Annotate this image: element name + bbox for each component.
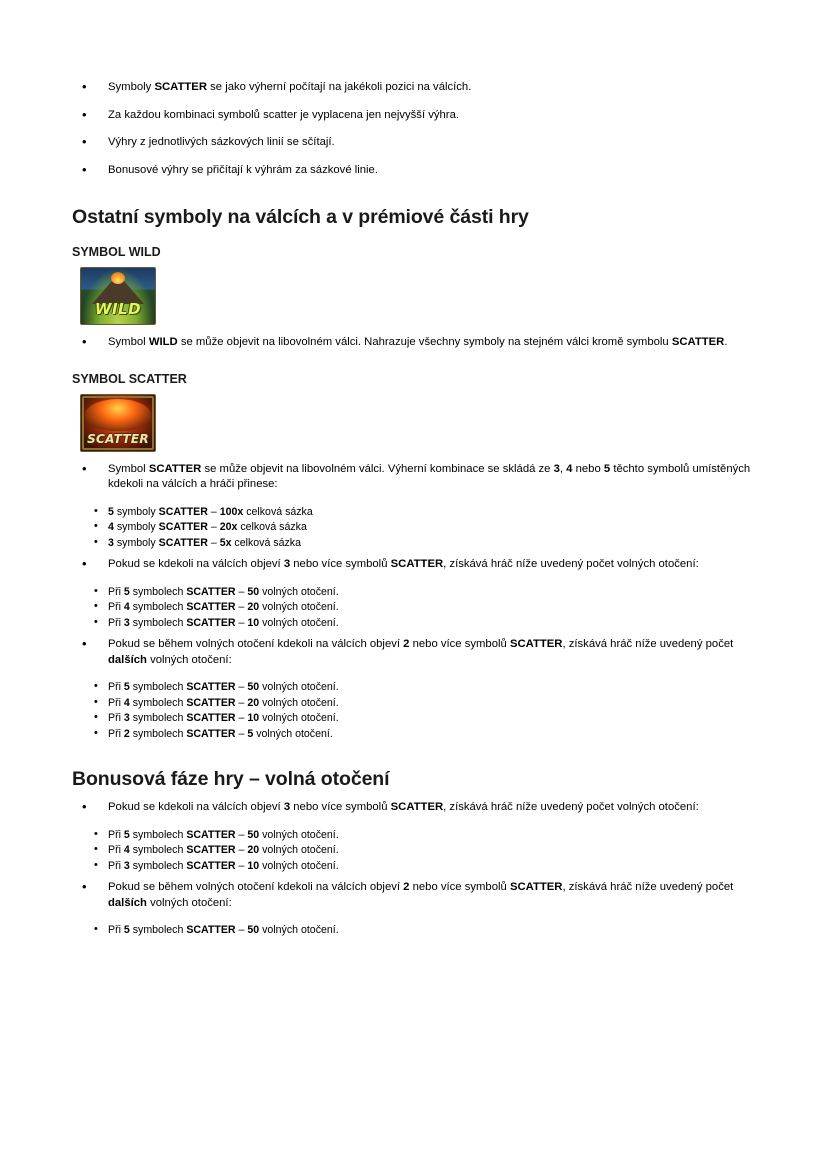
list-item: • Symbol WILD se může objevit na libovolném válci. Nahrazuje všechny symboly na stejném válci kromě symbolu SCATTER. xyxy=(72,335,762,351)
list-item: • Symbol SCATTER se může objevit na libovolném válci. Výherní kombinace se skládá ze 3, 4 nebo 5 těchto symbolů umístěných kdekoli na válcích a hráči přinese: xyxy=(72,462,762,493)
scatter-lead-list xyxy=(72,462,762,493)
page-title-bonus-phase: Bonusová fáze hry – volná otočení xyxy=(72,768,390,790)
list-item: • Při 4 symbolech SCATTER – 20 volných otočení. xyxy=(72,696,762,711)
list-item: • Za každou kombinaci symbolů scatter je vyplacena jen nejvyšší výhra. xyxy=(72,108,762,124)
scatter-free-spins-list xyxy=(72,585,762,631)
list-item: • Bonusové výhry se přičítají k výhrám za sázkové linie. xyxy=(72,163,762,179)
list-item: • Symboly SCATTER se jako výherní počítají na jakékoli pozici na válcích. xyxy=(72,80,762,96)
list-item: • Při 5 symbolech SCATTER – 50 volných otočení. xyxy=(72,585,762,600)
list-item: • Při 2 symbolech SCATTER – 5 volných otočení. xyxy=(72,727,762,742)
bonus-extra-spins-lead-list xyxy=(72,880,762,911)
list-item: • Při 4 symbolech SCATTER – 20 volných otočení. xyxy=(72,843,762,858)
list-item: • Při 3 symbolech SCATTER – 10 volných otočení. xyxy=(72,711,762,726)
list-item: • Při 4 symbolech SCATTER – 20 volných otočení. xyxy=(72,600,762,615)
list-item: • Pokud se kdekoli na válcích objeví 3 nebo více symbolů SCATTER, získává hráč níže uvedený počet volných otočení: xyxy=(72,800,762,816)
page-title-other-symbols: Ostatní symboly na válcích a v prémiové části hry xyxy=(72,206,529,228)
scatter-extra-spins-lead-list xyxy=(72,637,762,668)
scatter-free-spins-lead-list xyxy=(72,557,762,573)
list-item: • Pokud se během volných otočení kdekoli na válcích objeví 2 nebo více symbolů SCATTER, získává hráč níže uvedený počet dalších volných otočení: xyxy=(72,637,762,668)
list-item: • 5 symboly SCATTER – 100x celková sázka xyxy=(72,505,762,520)
list-item: • Při 5 symbolech SCATTER – 50 volných otočení. xyxy=(72,828,762,843)
lava-icon xyxy=(111,272,125,284)
subheading-symbol-scatter: SYMBOL SCATTER xyxy=(72,371,187,386)
list-item: • Při 3 symbolech SCATTER – 10 volných otočení. xyxy=(72,616,762,631)
list-item: • Při 5 symbolech SCATTER – 50 volných otočení. xyxy=(72,680,762,695)
bonus-free-spins-list xyxy=(72,828,762,874)
scatter-symbol-image xyxy=(80,394,156,452)
scatter-pays-list xyxy=(72,505,762,551)
list-item: • 3 symboly SCATTER – 5x celková sázka xyxy=(72,536,762,551)
intro-bullet-list xyxy=(72,80,762,178)
list-item: • Pokud se kdekoli na válcích objeví 3 nebo více symbolů SCATTER, získává hráč níže uvedený počet volných otočení: xyxy=(72,557,762,573)
bonus-extra-spins-list xyxy=(72,923,762,938)
document-content xyxy=(72,80,762,939)
list-item: • Výhry z jednotlivých sázkových linií se sčítají. xyxy=(72,135,762,151)
scatter-extra-spins-list xyxy=(72,680,762,741)
wild-symbol-image xyxy=(80,267,156,325)
scatter-symbol-label: SCATTER xyxy=(87,431,149,446)
subheading-symbol-wild: SYMBOL WILD xyxy=(72,245,161,259)
wild-bullet-list xyxy=(72,335,762,351)
list-item: • Při 5 symbolech SCATTER – 50 volných otočení. xyxy=(72,923,762,938)
list-item: • 4 symboly SCATTER – 20x celková sázka xyxy=(72,520,762,535)
wild-symbol-label: WILD xyxy=(94,300,142,318)
list-item: • Při 3 symbolech SCATTER – 10 volných otočení. xyxy=(72,859,762,874)
bonus-free-spins-lead-list xyxy=(72,800,762,816)
list-item: • Pokud se během volných otočení kdekoli na válcích objeví 2 nebo více symbolů SCATTER, získává hráč níže uvedený počet dalších volných otočení: xyxy=(72,880,762,911)
